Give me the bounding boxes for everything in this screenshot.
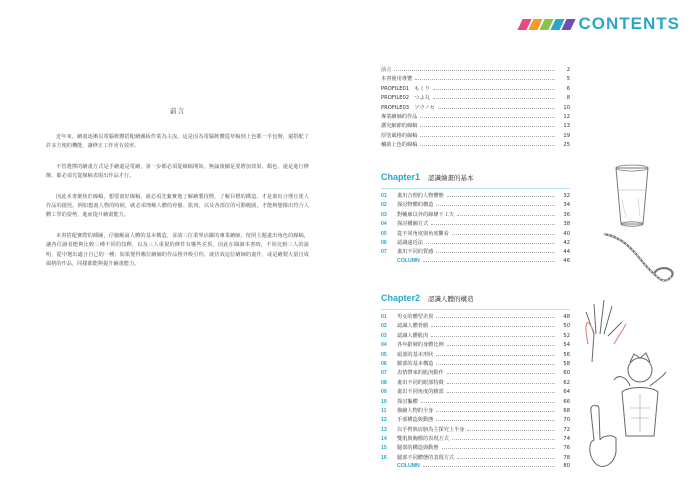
toc-entry-page: 62 — [563, 379, 570, 386]
toc-entry-page: 10 — [563, 104, 570, 111]
toc-dot-leader — [415, 79, 555, 80]
toc-entry-page: 5 — [566, 76, 570, 83]
toc-dot-leader — [431, 336, 555, 337]
toc-entry-label: 畫出不同的質感 — [397, 249, 434, 256]
toc-entry-number: 06 — [381, 360, 387, 367]
toc-dot-leader — [394, 70, 555, 71]
toc-dot-leader — [436, 411, 555, 412]
toc-entry-number: 12 — [381, 417, 387, 424]
chapter-divider — [381, 188, 570, 189]
toc-entry-label: 腿部不同體態的表現方式 — [397, 454, 455, 461]
toc-dot-leader — [447, 345, 555, 346]
toc-entry-number: 03 — [381, 211, 387, 218]
toc-entry-page: 34 — [563, 202, 570, 209]
toc-entry — [381, 75, 570, 84]
toc-dot-leader — [447, 392, 555, 393]
toc-dot-leader — [447, 373, 555, 374]
toc-entry-page: 6 — [566, 85, 570, 92]
preface-section — [46, 106, 309, 280]
glass-sketch-illustration — [610, 160, 654, 230]
toc-entry-number: 05 — [381, 351, 387, 358]
contents-title: CONTENTS — [578, 14, 680, 33]
toc-entry — [381, 192, 570, 201]
toc-entry — [381, 351, 570, 360]
preface-title: 前言 — [170, 107, 185, 115]
toc-entry-page: 80 — [563, 463, 570, 470]
toc-entry — [381, 201, 570, 210]
toc-entry — [381, 313, 570, 322]
toc-entry-number: 13 — [381, 426, 387, 433]
toc-entry — [381, 388, 570, 397]
toc-entry-label: PROFILE02 つよ丸 — [381, 95, 430, 102]
toc-entry — [381, 141, 570, 150]
toc-dot-leader — [423, 261, 555, 262]
toc-dot-leader — [420, 145, 555, 146]
toc-entry-page: 13 — [563, 123, 570, 130]
toc-entry-page: 12 — [563, 113, 570, 120]
chapter-number: Chapter1 — [381, 172, 421, 182]
toc-dot-leader — [438, 108, 555, 109]
toc-entry — [381, 341, 570, 350]
toc-entry-label: 探討軀體 — [397, 398, 418, 405]
toc-entry-label: 認識人體骨骼 — [397, 323, 429, 330]
toc-entry-label: 輔助上色的線稿 — [381, 142, 418, 149]
toc-dot-leader — [421, 402, 555, 403]
toc-dot-leader — [447, 196, 555, 197]
toc-dot-leader — [436, 420, 555, 421]
preface-paragraph: 不管選擇的繪畫方式是手繪還是電繪，第一步都必須從線稿開始。無論後續是要增加效果、顏色，還是進行修飾，都必須先從線稿表現出作品才行。 — [46, 163, 309, 180]
toc-entry — [381, 248, 570, 257]
toc-entry — [381, 416, 570, 425]
toc-entry-label: 前言 — [381, 67, 392, 73]
toc-entry-label: 畫出不同的眼部特徵 — [397, 379, 444, 386]
toc-entry — [381, 379, 570, 388]
toc-dot-leader — [436, 205, 555, 206]
toc-entry-number: 07 — [381, 249, 387, 256]
preface-paragraph: 因此本書聚焦於線稿，想要畫好線稿，就必須先紮實地了解繪製技標，了解目標的構造，才是畫出合理且迷人作品的捷徑。例如想畫人物的時候，就必須理解人體的骨骼、肌肉，以及各部位的可動範圍，才能夠想像出符合人體工學的姿勢，進而提升繪畫能力。 — [46, 193, 309, 219]
toc-entry — [381, 444, 570, 453]
toc-entry-number: 16 — [381, 454, 387, 461]
toc-entry-label: 以手臂與肩膀為主探究上半身 — [397, 426, 465, 433]
toc-entry-page: 52 — [563, 332, 570, 339]
toc-entry-page: 8 — [566, 95, 570, 102]
toc-entry-label: PROFILE03 ソウノセ — [381, 104, 435, 111]
toc-entry-page: 70 — [563, 417, 570, 424]
toc-entry-number: 15 — [381, 445, 387, 452]
toc-entry-number: 02 — [381, 202, 387, 209]
toc-entry-page: 54 — [563, 342, 570, 349]
toc-entry-label: 畫出不同角度的臉部 — [397, 389, 444, 396]
toc-entry-label: 男女的體型差異 — [397, 314, 434, 320]
toc-dot-leader — [457, 458, 555, 459]
toc-entry-label: 認識人體肌肉 — [397, 332, 429, 339]
toc-entry-page: 48 — [563, 314, 570, 320]
toc-entry-label: 專業繪師的作品 — [381, 113, 418, 120]
toc-entry — [381, 66, 570, 75]
pointing-hand-sketch-illustration — [582, 402, 622, 472]
chapter-1-section — [381, 172, 570, 267]
toc-dot-leader — [420, 136, 555, 137]
preface-paragraph: 近年來，繪畫逐漸以電腦軟體搭配繪圖板作業為主流。這是因為電腦軟體從草稿到上色都一手包辦，還搭配了許多方便的機能，讓修正工作更有效率。 — [46, 134, 309, 150]
toc-entry — [381, 454, 570, 463]
toc-dot-leader — [436, 317, 555, 318]
toc-dot-leader — [436, 252, 555, 253]
toc-entry-page: 60 — [563, 370, 570, 377]
toc-dot-leader — [433, 89, 555, 90]
toc-dot-leader — [433, 98, 555, 99]
toc-dot-leader — [457, 215, 555, 216]
toc-entry-label: COLUMN — [397, 463, 420, 470]
chapter-heading — [381, 172, 570, 182]
toc-entry-page: 40 — [563, 230, 570, 237]
toc-entry — [381, 211, 570, 220]
toc-entry-number: 08 — [381, 379, 387, 386]
toc-entry-number: 10 — [381, 398, 387, 405]
toc-entry-page: 25 — [563, 142, 570, 149]
toc-dot-leader — [452, 439, 555, 440]
toc-entry — [381, 322, 570, 331]
toc-entry — [381, 332, 570, 341]
toc-entry — [381, 220, 570, 229]
toc-entry-label: 厚塗風格的線稿 — [381, 132, 418, 139]
toc-dot-leader — [467, 430, 555, 431]
toc-entry-label: 從不同角度與角度觀看 — [397, 230, 449, 237]
chapter-number: Chapter2 — [381, 293, 421, 303]
toc-entry — [381, 113, 570, 122]
toc-entry-page: 68 — [563, 407, 570, 414]
toc-entry-page: 58 — [563, 360, 570, 367]
toc-entry-number: 09 — [381, 389, 387, 396]
toc-entry — [381, 230, 570, 239]
chapter-title: 認識人體的構造 — [428, 295, 474, 303]
toc-entry — [381, 426, 570, 435]
toc-front-matter — [381, 66, 570, 151]
toc-entry — [381, 398, 570, 407]
toc-dot-leader — [442, 448, 555, 449]
toc-entry-label: 認識遠近法 — [397, 239, 423, 246]
toc-entry — [381, 132, 570, 141]
toc-entry-label: 臉部的基本構造 — [397, 360, 434, 367]
toc-entry-page: 46 — [563, 257, 570, 264]
toc-entry-label: 表情帶來的肌肉動作 — [397, 370, 444, 377]
toc-entry — [381, 104, 570, 113]
toc-entry-label: 腿部的構造與動態 — [397, 445, 439, 452]
toc-dot-leader — [426, 243, 555, 244]
toc-entry — [381, 407, 570, 416]
toc-entry-label: 畫出合理的人物體態 — [397, 193, 444, 199]
toc-entry-label: COLUMN — [397, 257, 420, 264]
toc-entry-number: 05 — [381, 230, 387, 237]
toc-entry — [381, 239, 570, 248]
toc-column-entry — [381, 258, 570, 267]
toc-entry-label: 講究細節的線稿 — [381, 123, 418, 130]
toc-entry-page: 78 — [563, 454, 570, 461]
toc-entry-page: 32 — [563, 193, 570, 199]
toc-entry-number: 07 — [381, 370, 387, 377]
toc-entry-page: 50 — [563, 323, 570, 330]
toc-entry-number: 14 — [381, 436, 387, 443]
toc-entry-page: 72 — [563, 426, 570, 433]
toc-entry-page: 74 — [563, 436, 570, 443]
toc-entry-label: PROFILE01 もくり — [381, 85, 430, 92]
toc-entry-number: 11 — [381, 407, 387, 414]
toc-dot-leader — [431, 326, 555, 327]
toc-entry-number: 03 — [381, 332, 387, 339]
toc-entry-label: 本書使用導覽 — [381, 76, 413, 83]
toc-dot-leader — [420, 126, 555, 127]
toc-entry-number: 01 — [381, 314, 387, 320]
toc-entry — [381, 369, 570, 378]
toc-entry-label: 探討構圖方式 — [397, 221, 429, 228]
toc-entry-label: 雙肌與胸膛的表現方式 — [397, 436, 449, 443]
toc-entry — [381, 85, 570, 94]
toc-entry-label: 描繪人物的全身 — [397, 407, 434, 414]
chapter-title: 認識繪畫的基本 — [428, 174, 474, 182]
toc-dot-leader — [436, 364, 555, 365]
toc-dot-leader — [452, 234, 555, 235]
toc-entry-number: 02 — [381, 323, 387, 330]
chapter-2-section — [381, 293, 570, 473]
toc-entry-page: 2 — [566, 67, 570, 73]
toc-entry-page: 42 — [563, 239, 570, 246]
toc-entry-page: 66 — [563, 398, 570, 405]
chapter-heading — [381, 293, 570, 303]
toc-entry-number: 01 — [381, 193, 387, 199]
toc-entry-page: 19 — [563, 132, 570, 139]
toc-entry — [381, 94, 570, 103]
preface-paragraph: 本書搭配實際的插圖，仔細解說人體的基本構造，並請三位業界活躍的專業繪師，按照主題畫出角色的線稿，讓各位讀者能夠比較三種不同的技釋，以及三人重視的條件有哪些差異。因此在閱讀本書時，不妨比較三人的說明，從中選出適合自己的一種；如果覺得哪位繪師的作品格外吸引你，就仿效這位繪師的畫作，或是繪製大量自成風格的作品，同樣都能夠提升繪畫能力。 — [46, 232, 309, 268]
toc-entry-page: 38 — [563, 221, 570, 228]
toc-column-entry — [381, 463, 570, 472]
toc-dot-leader — [431, 224, 555, 225]
toc-entry — [381, 435, 570, 444]
toc-dot-leader — [436, 355, 555, 356]
color-stripes-decoration — [520, 19, 573, 30]
toc-dot-leader — [447, 383, 555, 384]
toc-entry-label: 探討物體的構造 — [397, 202, 434, 209]
toc-entry-label: 手部構造與動態 — [397, 417, 434, 424]
toc-entry — [381, 360, 570, 369]
toc-entry-label: 頭部的基本形狀 — [397, 351, 434, 358]
toc-entry-number: 04 — [381, 342, 387, 349]
toc-entry-page: 56 — [563, 351, 570, 358]
toc-entry-page: 64 — [563, 389, 570, 396]
toc-dot-leader — [420, 117, 555, 118]
toc-entry-page: 44 — [563, 249, 570, 256]
chapter-divider — [381, 309, 570, 310]
contents-header — [520, 14, 681, 34]
toc-dot-leader — [423, 466, 555, 467]
toc-entry — [381, 122, 570, 131]
chapter-1-toc-list — [381, 192, 570, 267]
chapter-2-toc-list — [381, 313, 570, 473]
toc-entry-number: 06 — [381, 239, 387, 246]
toc-entry-page: 36 — [563, 211, 570, 218]
toc-entry-label: 對輔廓以外的線條下工夫 — [397, 211, 455, 218]
toc-entry-number: 04 — [381, 221, 387, 228]
toc-entry-page: 76 — [563, 445, 570, 452]
toc-entry-label: 各年齡層的身體比例 — [397, 342, 444, 349]
